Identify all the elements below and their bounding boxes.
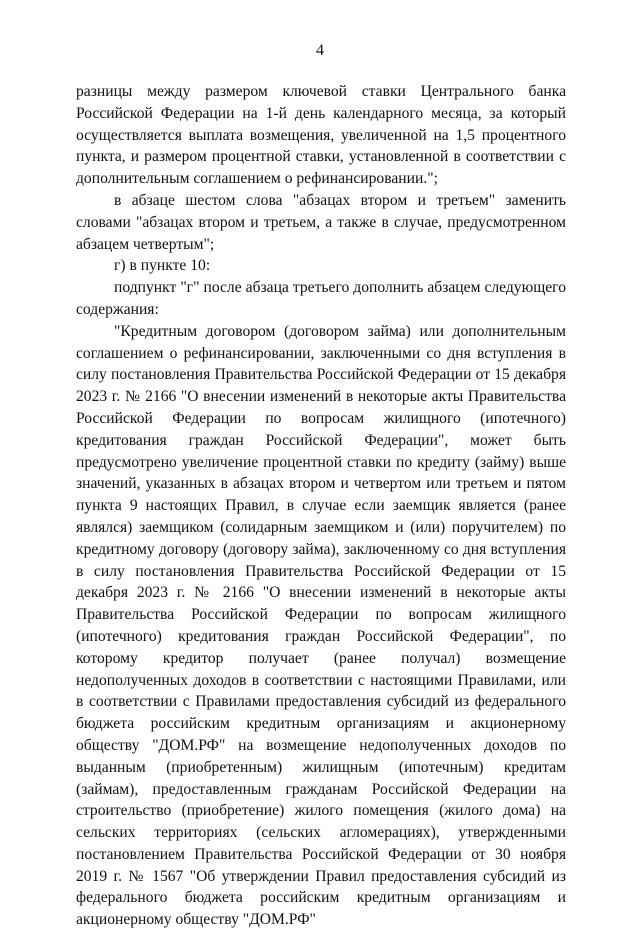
paragraph-quoted-text: "Кредитным договором (договором займа) или дополнительным соглашением о рефинансировании, заключенными со дня вступления в силу постановления Правительства Российской Федерации от 15 декабря 2023 г. № 2166 "О внесении изменений в некоторые акты Правительства Российской Федерации по вопросам жилищного (ипотечного) кредитования граждан Российской Федерации", может быть предусмотрено увеличение процентной ставки по кредиту (займу) выше значений, указанных в абзацах втором и четвертом или третьем и пятом пункта 9 настоящих Правил, в случае если заемщик является (ранее являлся) заемщиком (солидарным заемщиком и (или) поручителем) по кредитному договору (договору займа), заключенному со дня вступления в силу постановления Правительства Российской Федерации от 15 декабря 2023 г. № 2166 "О внесении изменений в некоторые акты Правительства Российской Федерации по вопросам жилищного (ипотечного) кредитования граждан Российской Федерации", по которому кредитор получает (ранее получал) возмещение недополученных доходов в соответствии с настоящими Правилами, или в соответствии с Правилами предоставления субсидий из федерального бюджета российским кредитным организациям и акционерному обществу "ДОМ.РФ" на возмещение недополученных доходов по выданным (приобретенным) жилищным (ипотечным) кредитам (займам), предоставленным гражданам Российской Федерации на строительство (приобретение) жилого помещения (жилого дома) на сельских территориях (сельских агломерациях), утвержденными постановлением Правительства Российской Федерации от 30 ноября 2019 г. № 1567 "Об утверждении Правил предоставления субсидий из федерального бюджета российским кредитным организациям и акционерному обществу "ДОМ.РФ": [76, 322, 566, 929]
paragraph-continuation: разницы между размером ключевой ставки Центрального банка Российской Федерации на 1-й день календарного месяца, за который осуществляется выплата возмещения, увеличенной на 1,5 процентного пункта, и размером процентной ставки, установленной в соответствии с дополнительным соглашением о рефинансировании.";: [76, 83, 566, 188]
paragraph-amendment-abzac-6: в абзаце шестом слова "абзацах втором и третьем" заменить словами "абзацах втором и третьем, а также в случае, предусмотренном абзацем четвертым";: [76, 191, 566, 253]
paragraph-subitem-g: подпункт "г" после абзаца третьего дополнить абзацем следующего содержания:: [76, 279, 566, 318]
paragraph-item-g: г) в пункте 10:: [114, 257, 211, 275]
document-body: [76, 81, 566, 931]
page-number: 4: [316, 42, 324, 59]
